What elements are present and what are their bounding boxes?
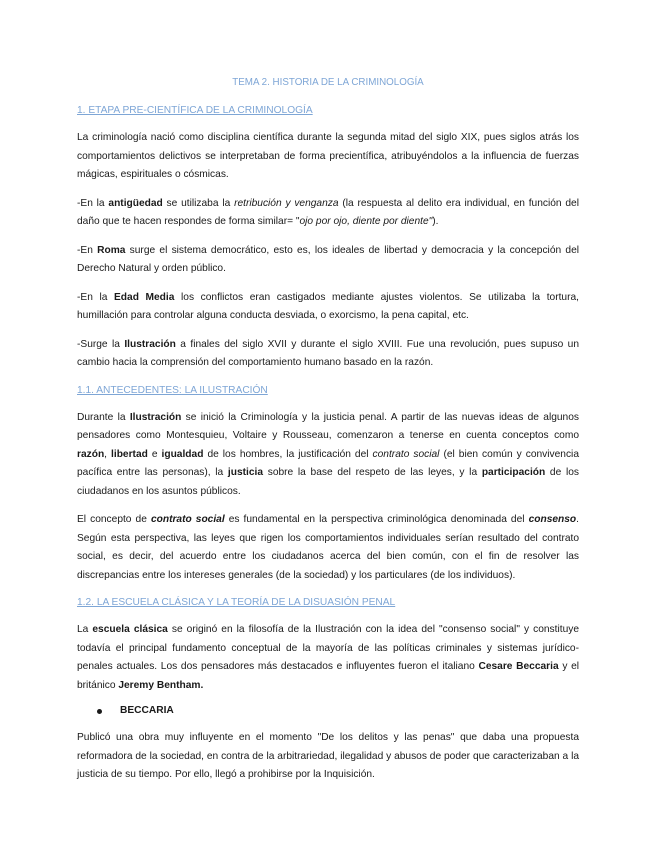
document-content — [77, 75, 579, 795]
paragraph-beccaria: Publicó una obra muy influyente en el momento "De los delitos y las penas" que daba una propuesta reformadora de la sociedad, en contra de la arbitrariedad, ilegalidad y abusos de poder que caracterizaban a la justicia de su tiempo. Por ello, llegó a prohibirse por la Inquisición. — [77, 732, 579, 780]
section-heading-1-1: 1.1. ANTECEDENTES: LA ILUSTRACIÓN — [77, 384, 268, 396]
paragraph-roma: -En Roma surge el sistema democrático, esto es, los ideales de libertad y democracia y la concepción del Derecho Natural y orden público. — [77, 244, 579, 274]
paragraph-escuela-clasica: La escuela clásica se originó en la filosofía de la Ilustración con la idea del "consenso social" y constituye todavía el principal fundamento conceptual de la mayoría de las políticas criminales y sistemas jurídico-penales actuales. Los dos pensadores más destacados e influyentes fueron el italiano Cesare Beccaria y el británico Jeremy Bentham. — [77, 624, 580, 691]
document-title: TEMA 2. HISTORIA DE LA CRIMINOLOGÍA — [232, 77, 424, 88]
paragraph-edad-media: -En la Edad Media los conflictos eran castigados mediante ajustes violentos. Se utilizaba la tortura, humillación para controlar alguna conducta desviada, o exorcismo, la pena capital, etc. — [77, 291, 579, 321]
paragraph-ilustracion: -Surge la Ilustración a finales del siglo XVII y durante el siglo XVIII. Fue una revolución, pues supuso un cambio hacia la comprensión del comportamiento humano basado en la razón. — [77, 338, 579, 368]
paragraph-ilustracion-detail: Durante la Ilustración se inició la Criminología y la justicia penal. A partir de las nuevas ideas de algunos pensadores como Montesquieu, Voltaire y Rousseau, comenzaron a tenerse en cuenta conceptos como razón, libertad e igualdad de los hombres, la justificación del contrato social (el bien común y convivencia pacífica entre las personas), la justicia sobre la base del respeto de las leyes, y la participación de los ciudadanos en los asuntos públicos. — [77, 411, 579, 497]
paragraph-contrato-social: El concepto de contrato social es fundamental en la perspectiva criminológica denominada del consenso. Según esta perspectiva, las leyes que rigen los comportamientos individuales serían resultado del contrato social, es decir, del acuerdo entre los ciudadanos acerca del bien común, con el fin de resolver las discrepancias entre los intereses generales (de la sociedad) y los particulares (de los individuos). — [77, 514, 579, 581]
paragraph-intro: La criminología nació como disciplina científica durante la segunda mitad del siglo XIX, pues siglos atrás los comportamientos delictivos se interpretaban de forma precientífica, atribuyéndolos a la influencia de fuerzas mágicas, espirituales o cósmicas. — [77, 132, 579, 180]
bullet-dot-icon — [97, 709, 102, 714]
bullet-item-beccaria — [97, 703, 579, 719]
section-heading-1-2: 1.2. LA ESCUELA CLÁSICA Y LA TEORÍA DE LA DISUASIÓN PENAL — [77, 597, 396, 608]
section-heading-1: 1. ETAPA PRE-CIENTÍFICA DE LA CRIMINOLOGÍA — [77, 105, 313, 116]
paragraph-antiguedad: -En la antigüedad se utilizaba la retribución y venganza (la respuesta al delito era individual, en función del daño que te hacen respondes de forma similar= "ojo por ojo, diente por diente"). — [77, 197, 579, 227]
bullet-label: BECCARIA — [120, 705, 174, 716]
